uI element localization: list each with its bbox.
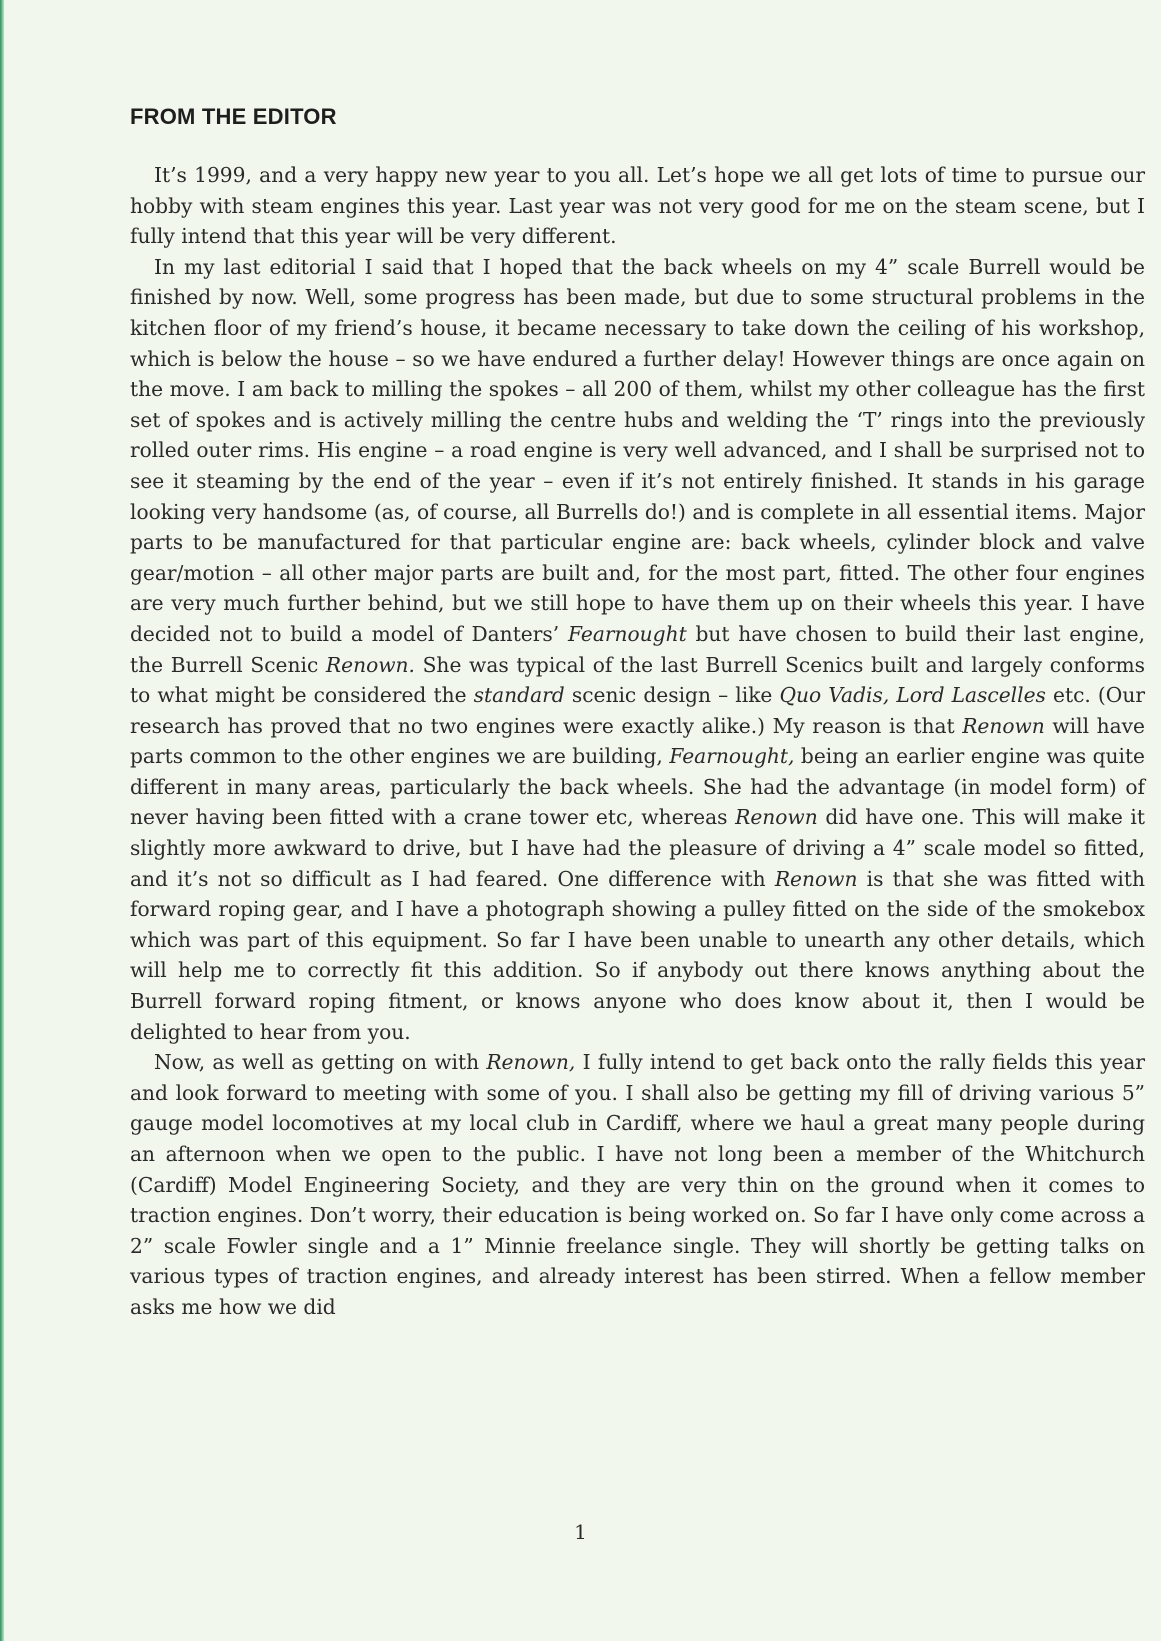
text-run: but have chosen to build their last engine, the Burrell Scenic [130, 621, 1145, 677]
article-body [130, 160, 1145, 1323]
paragraph [130, 252, 1145, 1047]
text-run: scenic design – like [564, 683, 780, 708]
article [130, 104, 1145, 1323]
italic-text: Renown. [325, 652, 415, 677]
paragraph [130, 160, 1145, 252]
text-run: In my last editorial I said that I hoped that the back wheels on my 4” scale Burrell would be finished by now. Well, some progress has been made, but due to some structural problems in the kitchen floor of my friend’s house, it became necessary to take down the ceiling of his workshop, which is below the house – so we have endured a further delay! However things are once again on the move. I am back to milling the spokes – all 200 of them, whilst my other colleague has the first set of spokes and is actively milling the centre hubs and welding the ‘T’ rings into the previously rolled outer rims. His engine – a road engine is very well advanced, and I shall be surprised not to see it steaming by the end of the year – even if it’s not entirely finished. It stands in his garage looking very handsome (as, of course, all Burrells do!) and is complete in all essential items. Major parts to be manufactured for that particular engine are: back wheels, cylinder block and valve gear/motion – all other major parts are built and, for the most part, fitted. The other four engines are very much further behind, but we still hope to have them up on their wheels this year. I have decided not to build a model of Danters’ [130, 254, 1145, 646]
italic-text: Renown [735, 805, 818, 830]
text-run: It’s 1999, and a very happy new year to you all. Let’s hope we all get lots of time to pursue our hobby with steam engines this year. Last year was not very good for me on the steam scene, but I fully intend that this year will be very different. [130, 163, 1145, 249]
text-run: I fully intend to get back onto the rally fields this year and look forward to meeting with some of you. I shall also be getting my fill of driving various 5” gauge model locomotives at my local club in Cardiff, where we haul a great many people during an afternoon when we open to the public. I have not long been a member of the Whitchurch (Cardiff) Model Engineering Society, and they are very thin on the ground when it comes to traction engines. Don’t worry, their education is being worked on. So far I have only come across a 2” scale Fowler single and a 1” Minnie freelance single. They will shortly be getting talks on various types of traction engines, and already interest has been stirred. When a fellow member asks me how we did [130, 1050, 1146, 1319]
text-run: will have parts common to the other engines we are building, [130, 713, 1145, 769]
text-run: is that she was fitted with forward roping gear, and I have a photograph showing a pulley fitted on the side of the smokebox which was part of this equipment. So far I have been unable to unearth any other details, which will help me to correctly fit this addition. So if anybody out there knows anything about the Burrell forward roping fitment, or knows anyone who does know about it, then I would be delighted to hear from you. [130, 866, 1145, 1044]
text-run: Now, as well as getting on with [154, 1050, 487, 1075]
text-run: being an earlier engine was quite different in many areas, particularly the back wheels. She had the advantage (in model form) of never having been fitted with a crane tower etc, whereas [130, 744, 1146, 830]
italic-text: Quo Vadis, Lord Lascelles [779, 683, 1046, 708]
italic-text: Fearnought [567, 621, 687, 646]
italic-text: Renown [962, 713, 1045, 738]
article-heading: FROM THE EDITOR [130, 104, 337, 129]
italic-text: Renown [774, 866, 858, 891]
paragraph [130, 1047, 1145, 1322]
text-run: did have one. This will make it slightly more awkward to drive, but I have had the pleasure of driving a 4” scale model so fitted, and it’s not so difficult as I had feared. One difference with [130, 805, 1145, 891]
text-run: etc. (Our research has proved that no two engines were exactly alike.) My reason is that [130, 683, 1146, 738]
text-run: She was typical of the last Burrell Scenics built and largely conforms to what might be considered the [130, 652, 1146, 708]
italic-text: Fearnought, [669, 744, 795, 769]
italic-text: Renown, [486, 1050, 576, 1075]
italic-text: standard [473, 683, 565, 708]
page-number: 1 [574, 1520, 587, 1544]
page-edge [0, 0, 4, 1641]
